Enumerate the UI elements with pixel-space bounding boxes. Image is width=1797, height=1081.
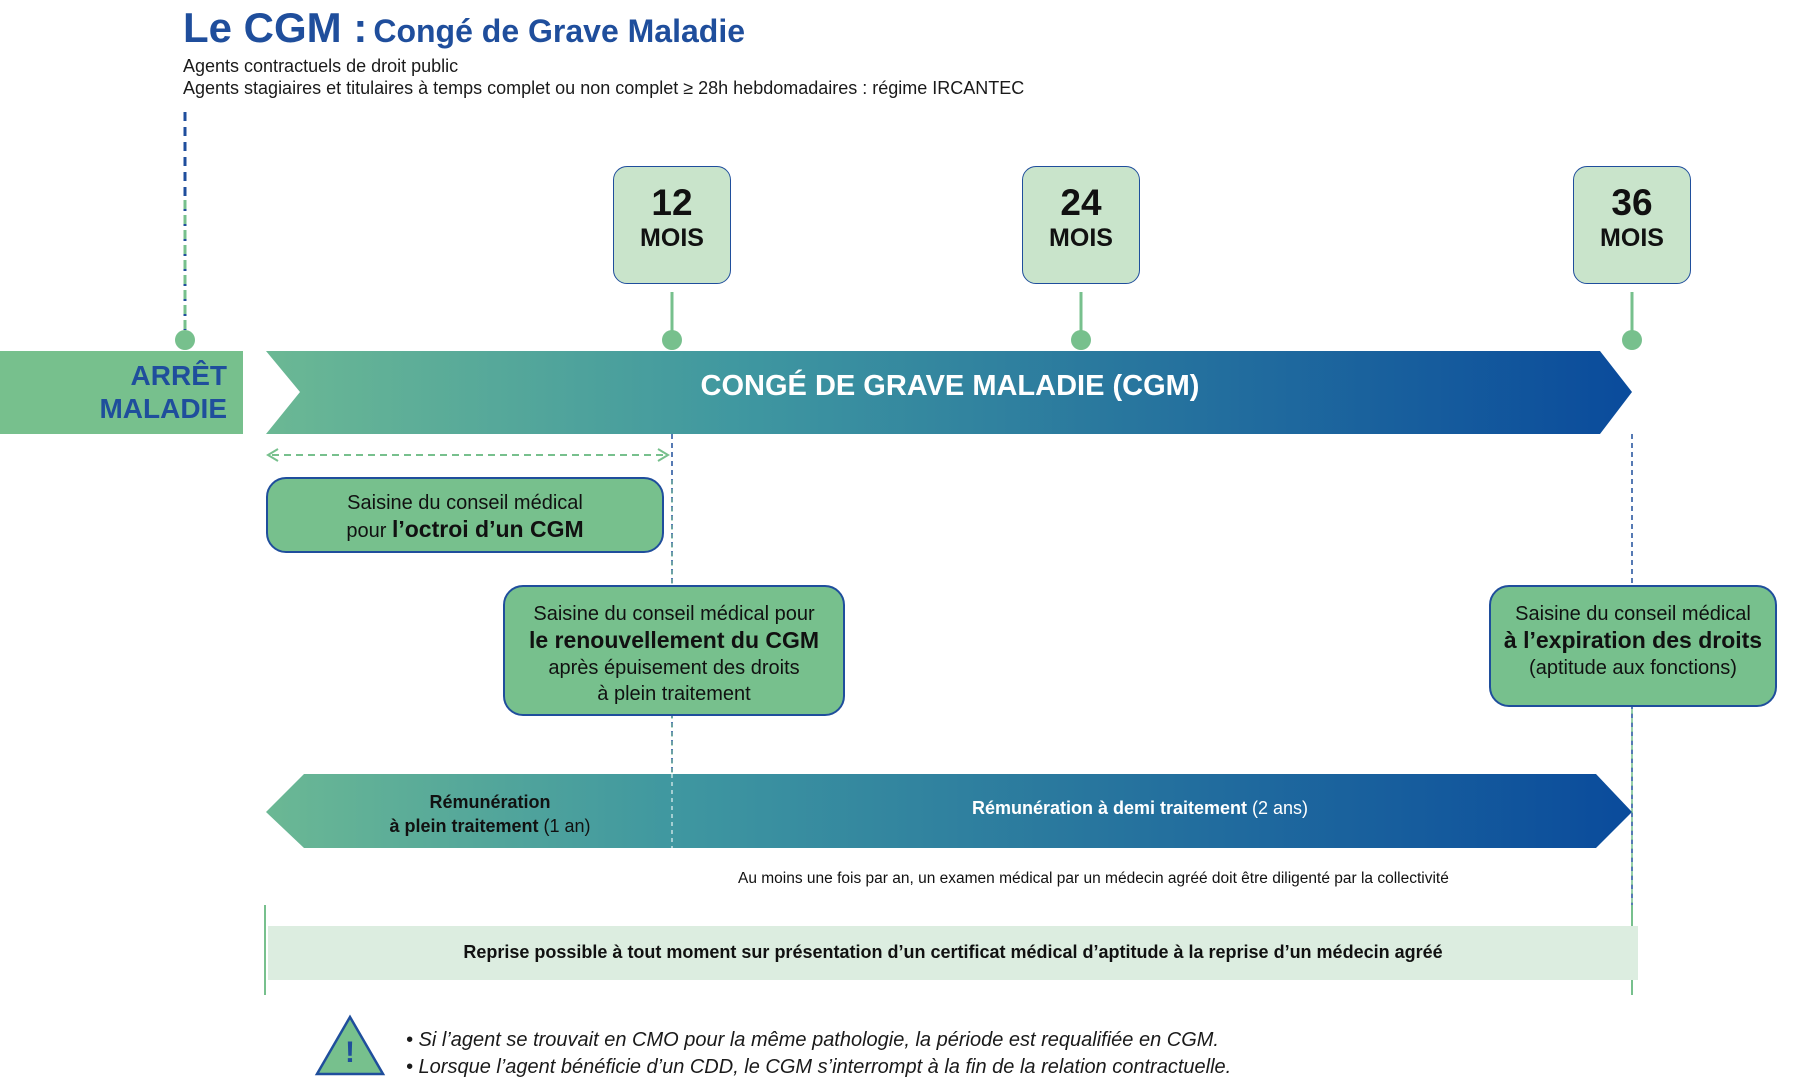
- milestone-24-box: [1022, 166, 1140, 284]
- half-pay-duration: (2 ans): [1247, 798, 1309, 818]
- milestone-12-box: [613, 166, 731, 284]
- reprise-text: Reprise possible à tout moment sur présentation d’un certificat médical d’aptitude à la reprise d’un médecin agréé: [463, 942, 1443, 962]
- milestone-24-number: 24: [1060, 182, 1102, 223]
- octroi-line-2-pre: pour: [346, 520, 392, 542]
- expiration-line-3: (aptitude aux fonctions): [1529, 657, 1737, 679]
- renouvellement-line-1: Saisine du conseil médical pour: [533, 603, 815, 625]
- subtitle-stagiaires: Agents stagiaires et titulaires à temps complet ou non complet ≥ 28h hebdomadaires : régime IRCANTEC: [183, 78, 1025, 98]
- full-pay-line-2-bold: à plein traitement: [389, 816, 539, 836]
- milestone-36-unit: MOIS: [1600, 224, 1664, 252]
- arret-maladie-block: [0, 351, 243, 434]
- milestone-12-number: 12: [651, 182, 693, 223]
- octroi-box: [266, 477, 664, 553]
- warning-notes: [406, 1027, 1231, 1081]
- renouvellement-line-2-bold: le renouvellement du CGM: [528, 627, 820, 653]
- expiration-line-2-bold: à l’expiration des droits: [1503, 627, 1763, 653]
- milestone-12-unit: MOIS: [640, 224, 704, 252]
- warning-note-2: • Lorsque l’agent bénéficie d’un CDD, le CGM s’interrompt à la fin de la relation contractuelle.: [406, 1056, 1232, 1078]
- warning-symbol: !: [345, 1036, 355, 1069]
- expiration-line-1: Saisine du conseil médical: [1515, 603, 1751, 625]
- title-sub: Congé de Grave Maladie: [373, 13, 745, 49]
- page-title: [183, 4, 745, 52]
- renouvellement-line-3: après épuisement des droits: [548, 657, 800, 679]
- milestone-24-unit: MOIS: [1049, 224, 1113, 252]
- exam-note: Au moins une fois par an, un examen médical par un médecin agréé doit être diligenté par la collectivité: [738, 870, 1449, 887]
- full-pay-line-1: Rémunération: [429, 792, 551, 812]
- full-pay-label: [340, 790, 640, 838]
- octroi-line-2-bold: l’octroi d’un CGM: [391, 516, 584, 542]
- milestone-36-number: 36: [1611, 182, 1653, 223]
- subtitle-contractuels: Agents contractuels de droit public: [183, 56, 459, 76]
- milestone-dot-36: [1622, 330, 1642, 350]
- renouvellement-box: [503, 585, 845, 716]
- milestone-dot-12: [662, 330, 682, 350]
- octroi-line-1: Saisine du conseil médical: [347, 492, 583, 514]
- milestone-36-box: [1573, 166, 1691, 284]
- renouvellement-line-4: à plein traitement: [597, 683, 751, 705]
- full-pay-duration: (1 an): [538, 816, 591, 836]
- half-pay-bold: Rémunération à demi traitement: [971, 798, 1248, 818]
- milestone-dot-start: [175, 330, 195, 350]
- arret-line-2: MALADIE: [99, 393, 227, 424]
- half-pay-label: [880, 798, 1400, 819]
- title-main: Le CGM :: [183, 4, 368, 51]
- cgm-arrow-label: CONGÉ DE GRAVE MALADIE (CGM): [700, 370, 1200, 402]
- expiration-box: [1489, 585, 1777, 707]
- warning-note-1: • Si l’agent se trouvait en CMO pour la même pathologie, la période est requalifiée en CGM.: [406, 1029, 1219, 1051]
- milestone-dot-24: [1071, 330, 1091, 350]
- arret-line-1: ARRÊT: [130, 360, 227, 391]
